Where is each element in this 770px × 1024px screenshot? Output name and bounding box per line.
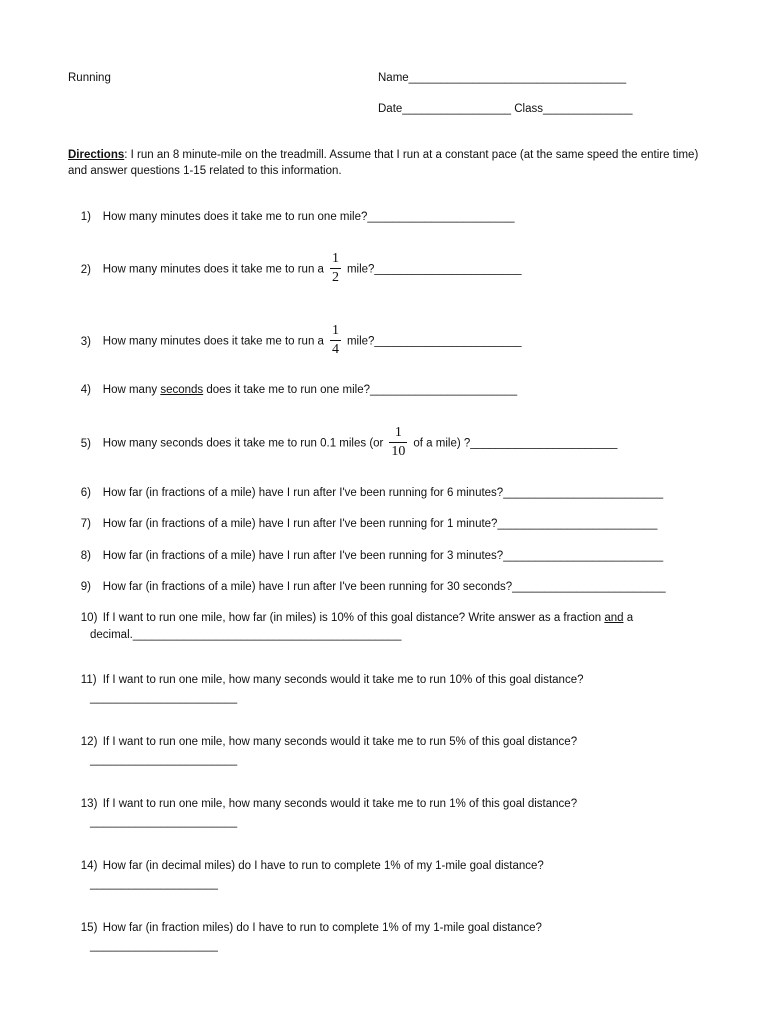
question-text-end: does it take me to run one mile?_______________________ — [203, 384, 518, 396]
question-text: How far (in fractions of a mile) have I run after I've been running for 6 minutes?_________________________ — [102, 487, 664, 499]
date-class-field: Date_________________ Class______________ — [378, 103, 633, 115]
fraction-one-tenth — [389, 425, 407, 460]
question-text: If I want to run one mile, how far (in miles) is 10% of this goal distance? Write answer as a fraction — [102, 612, 605, 624]
fraction-denominator: 10 — [391, 444, 406, 459]
directions-label: Directions — [68, 149, 125, 161]
question-number: 9) — [80, 581, 92, 593]
question-text: How far (in fractions of a mile) have I run after I've been running for 1 minute?_________________________ — [102, 518, 658, 530]
question-text-end: mile?_______________________ — [346, 263, 522, 276]
question-number: 12) — [80, 736, 98, 748]
directions-block — [68, 148, 708, 179]
question-text: How many — [102, 384, 161, 396]
question-number: 10) — [80, 612, 98, 624]
underlined-word: seconds — [160, 384, 204, 396]
question-text: How many minutes does it take me to run a — [102, 335, 324, 348]
fraction-one-quarter — [330, 323, 341, 358]
question-10-answer-line: decimal.__________________________________________ — [90, 629, 402, 641]
question-number: 3) — [80, 335, 92, 348]
question-text: How many seconds does it take me to run 0.1 miles (or — [102, 437, 384, 450]
question-number: 11) — [80, 674, 97, 686]
question-text-end: mile?_______________________ — [346, 335, 522, 348]
question-12-answer-line: _______________________ — [90, 754, 238, 766]
question-14-answer-line: ____________________ — [90, 878, 218, 890]
question-3 — [68, 310, 522, 373]
fraction-denominator: 2 — [331, 270, 339, 285]
question-number: 8) — [80, 550, 92, 562]
directions-text: : I run an 8 minute-mile on the treadmill. Assume that I run at a constant pace (at the same speed the entire time) and answer questions 1-15 related to this information. — [68, 149, 699, 177]
fraction-one-half — [330, 251, 341, 286]
worksheet-title: Running — [68, 72, 111, 84]
question-text: How many minutes does it take me to run a — [102, 263, 324, 276]
question-text: If I want to run one mile, how many seconds would it take me to run 5% of this goal distance? — [102, 736, 578, 748]
question-number: 4) — [80, 384, 92, 396]
fraction-denominator: 4 — [331, 342, 339, 357]
fraction-numerator: 1 — [389, 425, 407, 443]
fraction-numerator: 1 — [330, 251, 341, 269]
question-text: How far (in fractions of a mile) have I run after I've been running for 30 seconds?________________________ — [102, 581, 666, 593]
question-number: 1) — [80, 211, 92, 223]
question-text: How far (in fractions of a mile) have I run after I've been running for 3 minutes?_________________________ — [102, 550, 664, 562]
question-text: How far (in decimal miles) do I have to run to complete 1% of my 1-mile goal distance? — [102, 860, 544, 872]
question-text: How many minutes does it take me to run one mile?_______________________ — [102, 211, 515, 223]
question-4 — [68, 369, 517, 411]
fraction-numerator: 1 — [330, 323, 341, 341]
name-field: Name__________________________________ — [378, 72, 627, 84]
question-text: If I want to run one mile, how many seconds would it take me to run 1% of this goal distance? — [102, 798, 578, 810]
underlined-word: and — [604, 612, 624, 624]
question-11-answer-line: _______________________ — [90, 692, 238, 704]
question-1 — [68, 196, 515, 238]
question-5 — [68, 412, 617, 475]
question-number: 5) — [80, 437, 92, 450]
question-text: If I want to run one mile, how many seconds would it take me to run 10% of this goal distance? — [102, 674, 584, 686]
question-text: How far (in fraction miles) do I have to run to complete 1% of my 1-mile goal distance? — [102, 922, 542, 934]
question-text-end: of a mile) ?_______________________ — [413, 437, 618, 450]
question-number: 6) — [80, 487, 92, 499]
question-text-end: a — [623, 612, 634, 624]
question-number: 14) — [80, 860, 98, 872]
question-15-answer-line: ____________________ — [90, 940, 218, 952]
question-number: 15) — [80, 922, 98, 934]
question-2 — [68, 238, 522, 301]
question-number: 7) — [80, 518, 92, 530]
question-13-answer-line: _______________________ — [90, 816, 238, 828]
question-number: 2) — [80, 263, 92, 276]
question-number: 13) — [80, 798, 98, 810]
